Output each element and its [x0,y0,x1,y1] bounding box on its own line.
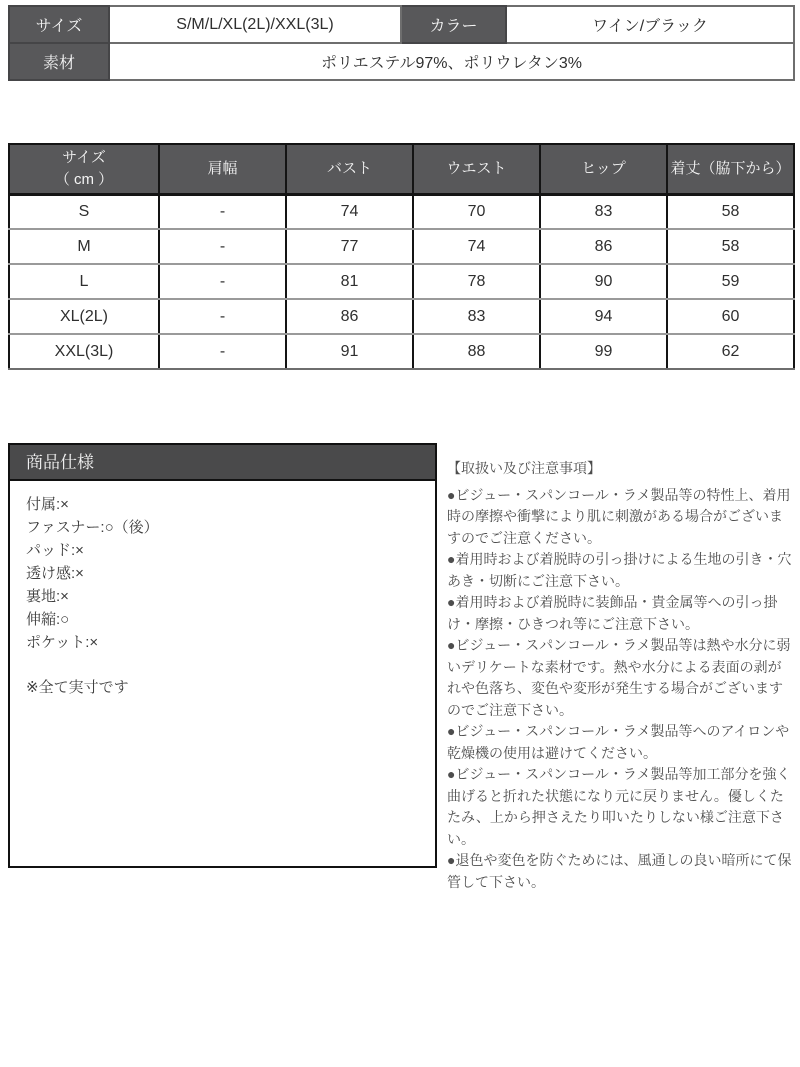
spec-item-pad: パッド:× [26,542,84,559]
length-cell: 62 [667,334,794,369]
size-value-cell: S/M/L/XL(2L)/XXL(3L) [109,6,401,43]
table-row [9,264,794,299]
bust-cell: 77 [286,229,413,264]
product-spec-title: 商品仕様 [10,445,435,481]
shoulder-cell: - [159,334,286,369]
size-chart-table [8,143,795,370]
care-notes-title: 【取扱い及び注意事項】 [447,460,601,476]
size-chart-header-row [9,144,794,194]
spec-item-sheerness: 透け感:× [26,565,84,582]
care-note-item: ●着用時および着脱時の引っ掛けによる生地の引き・穴あき・切断にご注意下さい。 [447,551,792,589]
care-note-item: ●ビジュー・スパンコール・ラメ製品等の特性上、着用時の摩擦や衝撃により肌に刺激がある場合がございますのでご注意ください。 [447,486,791,546]
color-value-cell: ワイン/ブラック [506,6,794,43]
waist-cell: 88 [413,334,540,369]
waist-header-cell: ウエスト [413,144,540,194]
hip-cell: 94 [540,299,667,334]
material-value-cell: ポリエステル97%、ポリウレタン3% [109,43,794,80]
table-row [9,334,794,369]
table-row [9,194,794,229]
care-note-item: ●ビジュー・スパンコール・ラメ製品等へのアイロンや乾燥機の使用は避けてください。 [447,723,790,761]
shoulder-cell: - [159,299,286,334]
care-note-item: ●退色や変色を防ぐためには、風通しの良い暗所にて保管して下さい。 [447,852,792,890]
size-label-cell: サイズ [9,6,109,43]
care-note-item: ●ビジュー・スパンコール・ラメ製品等加工部分を強く曲げると折れた状態になり元に戻りません。優しくたたみ、上から押さえたり叩いたりしない様ご注意下さい。 [447,766,791,847]
size-name-cell: XXL(3L) [9,334,159,369]
product-spec-box [8,443,437,868]
spec-item-lining: 裏地:× [26,588,69,605]
table-row [9,43,794,80]
waist-cell: 83 [413,299,540,334]
size-name-cell: L [9,264,159,299]
size-name-cell: M [9,229,159,264]
table-row [9,6,794,43]
spec-item-fastener: ファスナー:○（後） [26,519,159,536]
shoulder-cell: - [159,264,286,299]
size-header-line2: （ cm ） [54,170,114,188]
bust-cell: 91 [286,334,413,369]
spec-item-accessory: 付属:× [26,496,69,513]
color-label-cell: カラー [401,6,506,43]
top-spec-table [8,5,795,81]
hip-cell: 86 [540,229,667,264]
material-label-cell: 素材 [9,43,109,80]
length-cell: 58 [667,194,794,229]
product-spec-body [10,481,435,711]
spec-item-pocket: ポケット:× [26,634,99,651]
shoulder-header-cell: 肩幅 [159,144,286,194]
size-cm-header-cell [9,144,159,194]
table-row [9,299,794,334]
waist-cell: 70 [413,194,540,229]
bust-cell: 74 [286,194,413,229]
hip-header-cell: ヒップ [540,144,667,194]
bust-cell: 81 [286,264,413,299]
hip-cell: 83 [540,194,667,229]
length-cell: 58 [667,229,794,264]
shoulder-cell: - [159,194,286,229]
length-cell: 60 [667,299,794,334]
hip-cell: 90 [540,264,667,299]
size-name-cell: S [9,194,159,229]
hip-cell: 99 [540,334,667,369]
size-name-cell: XL(2L) [9,299,159,334]
waist-cell: 78 [413,264,540,299]
care-note-item: ●着用時および着脱時に装飾品・貴金属等への引っ掛け・摩擦・ひきつれ等にご注意下さい。 [447,594,778,632]
spec-item-stretch: 伸縮:○ [26,611,70,628]
bust-header-cell: バスト [286,144,413,194]
care-notes-section [447,458,795,893]
bust-cell: 86 [286,299,413,334]
size-header-line1: サイズ [62,149,106,166]
spec-measurement-note: ※全て実寸です [26,679,129,696]
length-header-cell: 着丈（脇下から） [667,144,794,194]
length-cell: 59 [667,264,794,299]
care-note-item: ●ビジュー・スパンコール・ラメ製品等は熱や水分に弱いデリケートな素材です。熱や水分による表面の剥がれや色落ち、変色や変形が発生する場合がございますのでご注意下さい。 [447,637,791,718]
shoulder-cell: - [159,229,286,264]
waist-cell: 74 [413,229,540,264]
table-row [9,229,794,264]
